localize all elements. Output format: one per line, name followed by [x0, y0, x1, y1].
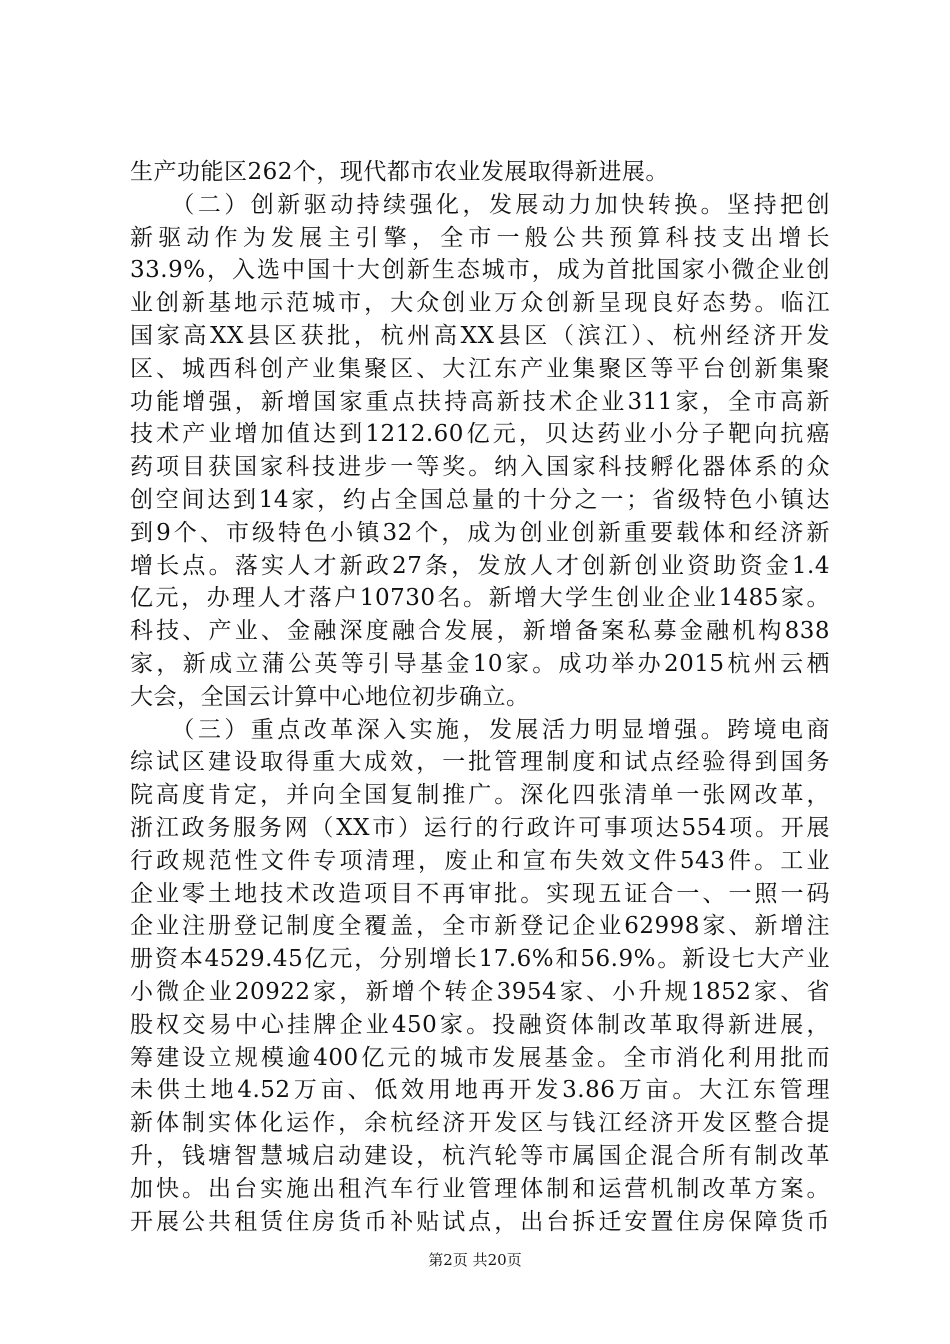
text-line: （二）创新驱动持续强化，发展动力加快转换。坚持把创	[130, 191, 830, 218]
text-line: 筹建设立规模逾400亿元的城市发展基金。全市消化利用批而	[130, 1044, 830, 1071]
text-line: 企业注册登记制度全覆盖，全市新登记企业62998家、新增注	[130, 913, 830, 940]
text-line: 科技、产业、金融深度融合发展，新增备案私募金融机构838	[130, 618, 830, 645]
document-body	[130, 156, 830, 1238]
text-line: 院高度肯定，并向全国复制推广。深化四张清单一张网改革，	[130, 782, 830, 809]
text-line: 浙江政务服务网（XX市）运行的行政许可事项达554项。开展	[130, 814, 830, 841]
text-line: 未供土地4.52万亩、低效用地再开发3.86万亩。大江东管理	[130, 1077, 830, 1104]
text-line: 升，钱塘智慧城启动建设，杭汽轮等市属国企混合所有制改革	[130, 1142, 830, 1169]
text-line: 33.9%，入选中国十大创新生态城市，成为首批国家小微企业创	[130, 257, 830, 284]
text-line: 综试区建设取得重大成效，一批管理制度和试点经验得到国务	[130, 749, 830, 776]
text-line: 股权交易中心挂牌企业450家。投融资体制改革取得新进展，	[130, 1011, 830, 1038]
text-line: 技术产业增加值达到1212.60亿元，贝达药业小分子靶向抗癌	[130, 421, 830, 448]
text-line: （三）重点改革深入实施，发展活力明显增强。跨境电商	[130, 716, 830, 743]
text-line: 家，新成立蒲公英等引导基金10家。成功举办2015杭州云栖	[130, 650, 830, 677]
text-line: 药项目获国家科技进步一等奖。纳入国家科技孵化器体系的众	[130, 454, 830, 481]
text-line: 小微企业20922家，新增个转企3954家、小升规1852家、省	[130, 978, 830, 1005]
text-line: 新驱动作为发展主引擎，全市一般公共预算科技支出增长	[130, 224, 830, 251]
text-line: 到9个、市级特色小镇32个，成为创业创新重要载体和经济新	[130, 519, 830, 546]
text-line: 新体制实体化运作，余杭经济开发区与钱江经济开发区整合提	[130, 1110, 830, 1137]
text-line: 加快。出台实施出租汽车行业管理体制和运营机制改革方案。	[130, 1175, 830, 1202]
text-line: 业创新基地示范城市，大众创业万众创新呈现良好态势。临江	[130, 290, 830, 317]
text-line: 生产功能区262个，现代都市农业发展取得新进展。	[130, 159, 669, 185]
text-line: 区、城西科创产业集聚区、大江东产业集聚区等平台创新集聚	[130, 355, 830, 382]
text-line: 创空间达到14家，约占全国总量的十分之一；省级特色小镇达	[130, 486, 830, 513]
page-footer: 第2页 共20页	[428, 1251, 522, 1269]
text-line: 行政规范性文件专项清理，废止和宣布失效文件543件。工业	[130, 847, 830, 874]
text-line: 亿元，办理人才落户10730名。新增大学生创业企业1485家。	[130, 585, 830, 612]
text-line: 增长点。落实人才新政27条，发放人才创新创业资助资金1.4	[130, 552, 830, 579]
text-line: 大会，全国云计算中心地位初步确立。	[130, 683, 530, 710]
text-line: 功能增强，新增国家重点扶持高新技术企业311家，全市高新	[130, 388, 830, 415]
text-line: 开展公共租赁住房货币补贴试点，出台拆迁安置住房保障货币	[130, 1208, 830, 1235]
text-line: 企业零土地技术改造项目不再审批。实现五证合一、一照一码	[130, 880, 830, 907]
text-line: 国家高XX县区获批，杭州高XX县区（滨江）、杭州经济开发	[130, 322, 830, 349]
text-line: 册资本4529.45亿元，分别增长17.6%和56.9%。新设七大产业	[130, 946, 830, 973]
